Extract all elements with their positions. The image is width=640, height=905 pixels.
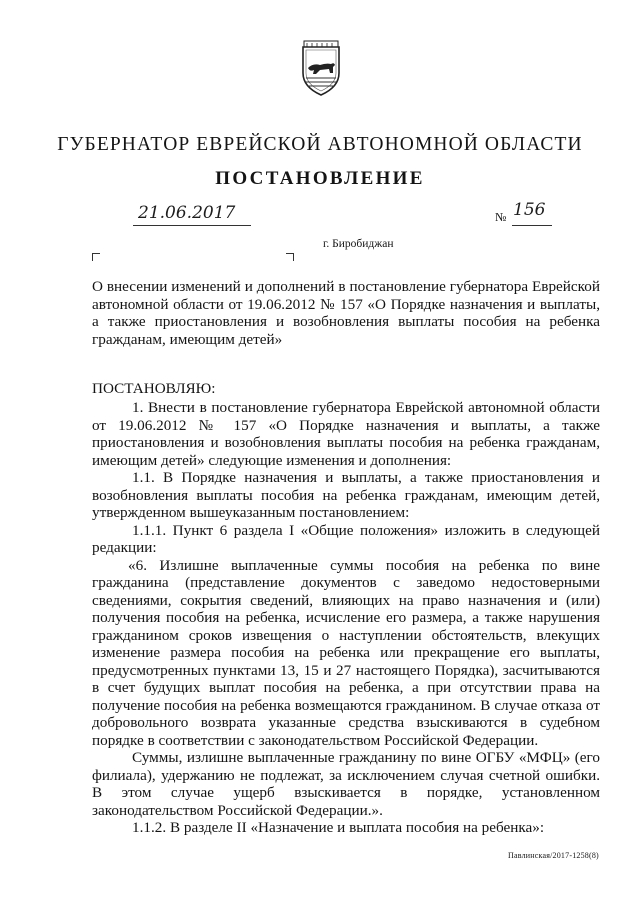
tiger-emblem-icon: [300, 40, 342, 98]
title-left-corner-mark: [92, 253, 100, 261]
number-label: №: [495, 210, 507, 224]
coat-of-arms-emblem: [300, 40, 342, 98]
title-right-corner-mark: [286, 253, 294, 261]
document-number: 156: [513, 200, 546, 220]
paragraph-quoted-6: «6. Излишне выплаченные суммы пособия на ребенка по вине гражданина (представление документов с заведомо недостоверными сведениями, сокрытия сведений, влияющих на право назначения и (или) получения пособия на ребенка, исчисление его размера, а также нарушения гражданином сроков извещения о наступлении обстоятельств, влекущих изменение размера пособия на ребенка или прекращение его выплаты, предусмотренных пунктами 13, 15 и 27 настоящего Порядка), засчитываются в счет будущих выплат пособия на ребенка, а при отсутствии права на получение пособия на ребенка возмещаются гражданином. В случае отказа от добровольного возврата указанные средства взыскиваются в судебном порядке в соответствии с законодательством Российской Федерации.: [92, 556, 600, 749]
city-name: г. Биробиджан: [323, 238, 394, 250]
paragraph-1-1-2: 1.1.2. В разделе II «Назначение и выплата пособия на ребенка»:: [132, 819, 545, 836]
date-underline: [133, 225, 251, 226]
paragraph-sums: Суммы, излишне выплаченные гражданину по вине ОГБУ «МФЦ» (его филиала), удержанию не подлежат, за исключением случая счетной ошибки. В этом случае ущерб взыскивается в порядке, установленном законодательством Российской Федерации.».: [92, 749, 600, 819]
footer-document-code: Павлинская/2017-1258(8): [508, 851, 599, 860]
paragraph-1-1: 1.1. В Порядке назначения и выплаты, а также приостановления и возобновления выплаты пособия на ребенка гражданам, имеющим детей, утвержденном вышеуказанным постановлением:: [92, 469, 600, 521]
document-type-heading: ПОСТАНОВЛЕНИЕ: [215, 168, 425, 189]
document-body: [92, 399, 600, 837]
document-title: О внесении изменений и дополнений в постановление губернатора Еврейской автономной области от 19.06.2012 № 157 «О Порядке назначения и выплаты, а также приостановления и возобновления выплаты пособия на ребенка гражданам, имеющим детей»: [92, 278, 600, 348]
resolve-word: ПОСТАНОВЛЯЮ:: [92, 380, 216, 397]
paragraph-1-1-1: 1.1.1. Пункт 6 раздела I «Общие положения» изложить в следующей редакции:: [92, 521, 600, 556]
authority-heading: ГУБЕРНАТОР ЕВРЕЙСКОЙ АВТОНОМНОЙ ОБЛАСТИ: [57, 134, 583, 155]
number-underline: [512, 225, 552, 226]
document-date: 21.06.2017: [138, 203, 236, 223]
paragraph-1: 1. Внести в постановление губернатора Еврейской автономной области от 19.06.2012 № 157 «О Порядке назначения и выплаты, а также приостановления и возобновления выплаты пособия на ребенка гражданам, имеющим детей» следующие изменения и дополнения:: [92, 399, 600, 469]
